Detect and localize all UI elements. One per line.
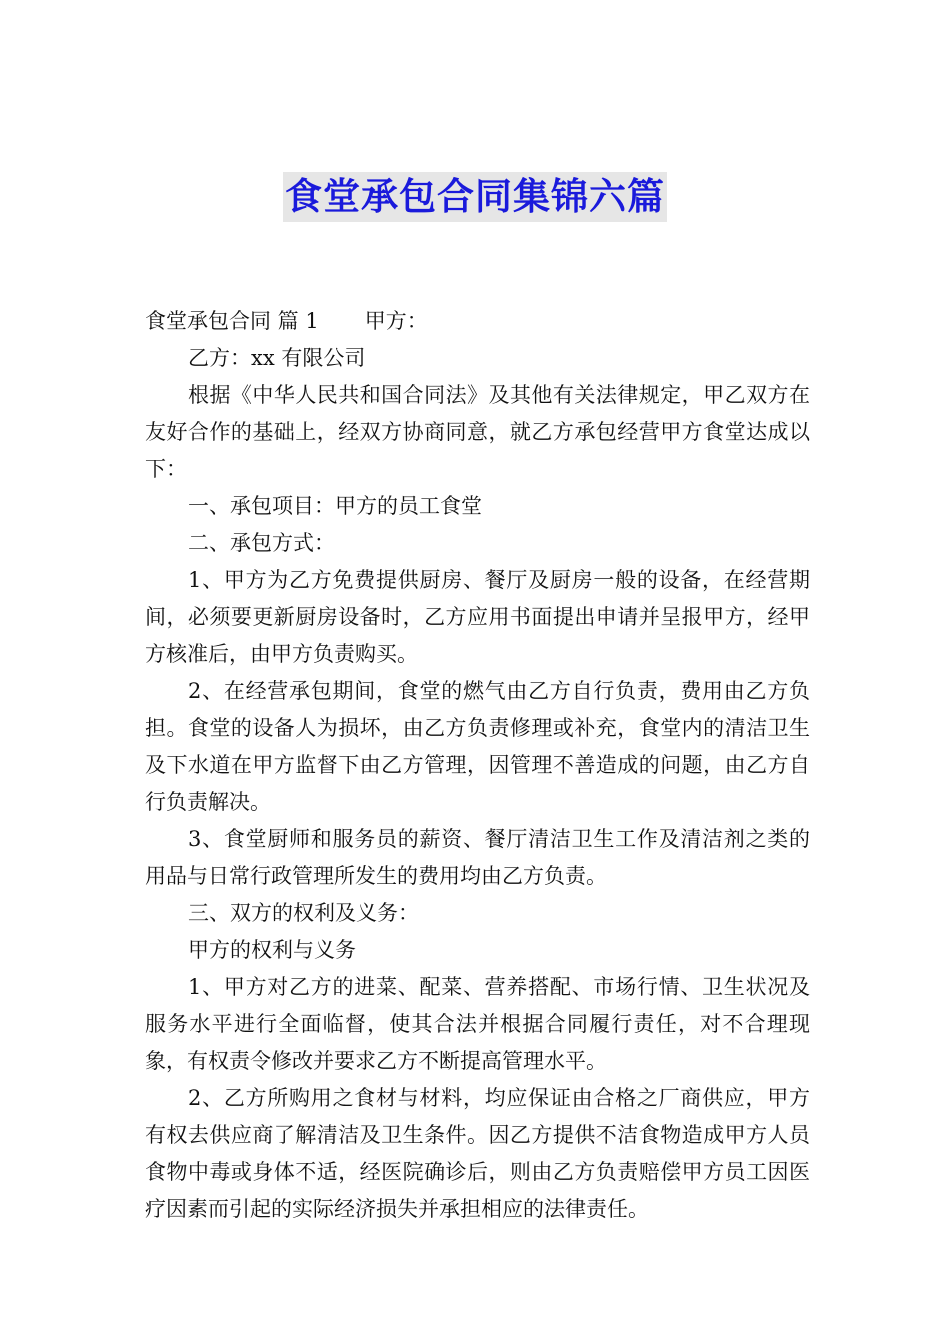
- paragraph-preamble: 根据《中华人民共和国合同法》及其他有关法律规定，甲乙双方在友好合作的基础上，经双方协商同意，就乙方承包经营甲方食堂达成以下：: [145, 383, 810, 481]
- title-container: [0, 172, 950, 222]
- paragraph-clause-3-1: 1、甲方对乙方的进菜、配菜、营养搭配、市场行情、卫生状况及服务水平进行全面临督，使其合法并根据合同履行责任，对不合理现象，有权责令修改并要求乙方不断提高管理水平。: [145, 975, 810, 1073]
- paragraph-clause-2-2: 2、在经营承包期间，食堂的燃气由乙方自行负责，费用由乙方负担。食堂的设备人为损坏，由乙方负责修理或补充，食堂内的清洁卫生及下水道在甲方监督下由乙方管理，因管理不善造成的问题，由乙方自行负责解决。: [145, 679, 810, 814]
- section-heading: 食堂承包合同 篇 1: [145, 309, 319, 333]
- paragraph-clause-3-2: 2、乙方所购用之食材与材料，均应保证由合格之厂商供应，甲方有权去供应商了解清洁及卫生条件。因乙方提供不洁食物造成甲方人员食物中毒或身体不适，经医院确诊后，则由乙方负责赔偿甲方员工因医疗因素而引起的实际经济损失并承担相应的法律责任。: [145, 1086, 810, 1221]
- document-title: 食堂承包合同集锦六篇: [283, 172, 667, 222]
- document-body: [145, 303, 810, 1228]
- paragraph-item-3: 三、双方的权利及义务：: [188, 901, 419, 925]
- paragraph-item-1: 一、承包项目：甲方的员工食堂: [188, 494, 482, 518]
- paragraph-clause-2-3: 3、食堂厨师和服务员的薪资、餐厅清洁卫生工作及清洁剂之类的用品与日常行政管理所发生的费用均由乙方负责。: [145, 827, 810, 888]
- paragraph-party-a-rights: 甲方的权利与义务: [188, 938, 356, 962]
- paragraph-clause-2-1: 1、甲方为乙方免费提供厨房、餐厅及厨房一般的设备，在经营期间，必须要更新厨房设备时，乙方应用书面提出申请并呈报甲方，经甲方核准后，由甲方负责购买。: [145, 568, 810, 666]
- party-a-label: 甲方：: [364, 309, 428, 333]
- section-heading-line: [145, 303, 810, 340]
- paragraph-item-2: 二、承包方式：: [188, 531, 335, 555]
- paragraph-party-b: 乙方：xx 有限公司: [188, 346, 366, 370]
